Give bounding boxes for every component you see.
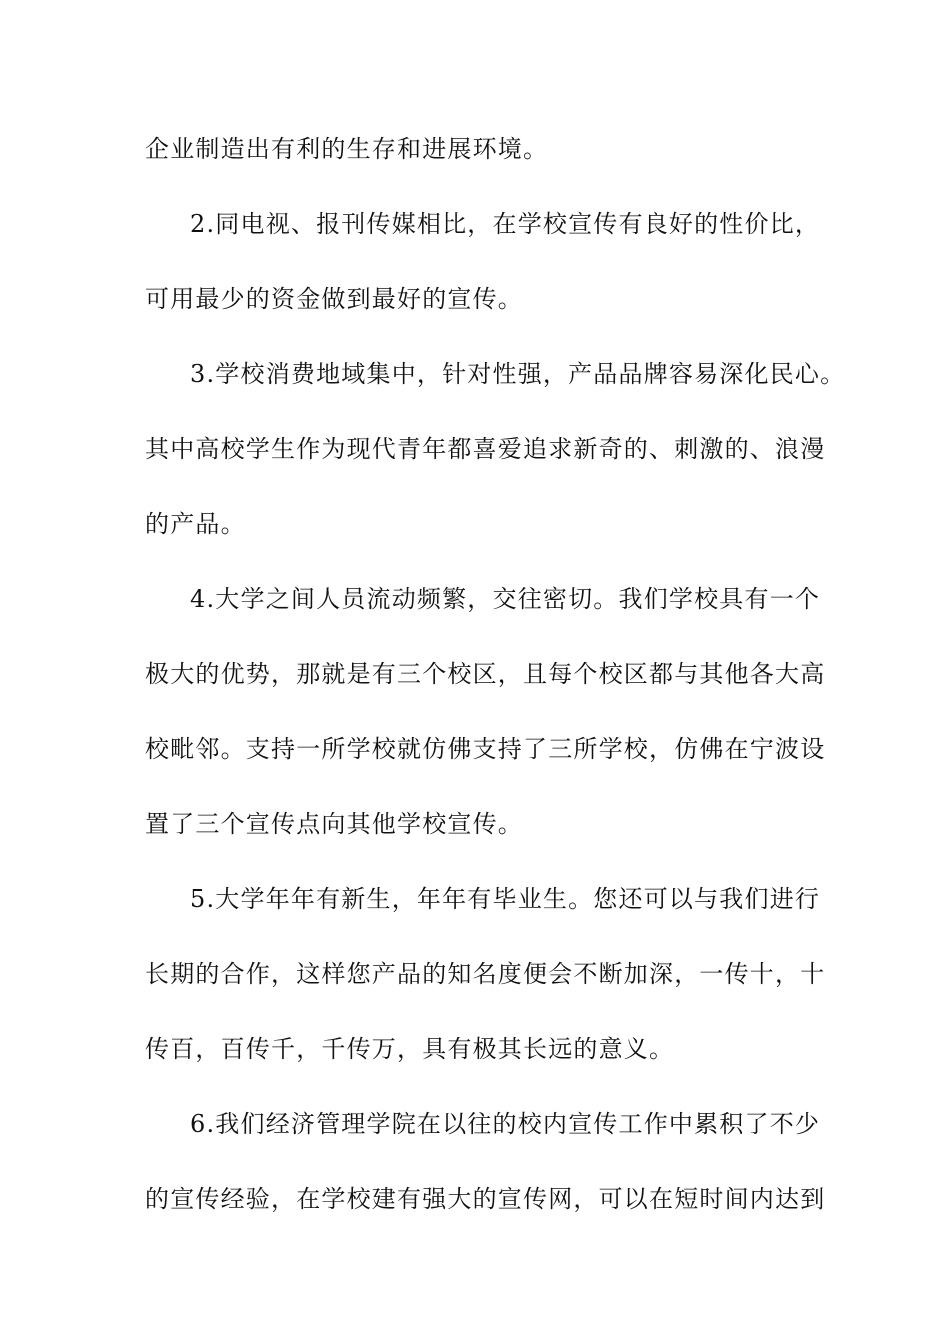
- text-line: 6.我们经济管理学院在以往的校内宣传工作中累积了不少: [190, 1110, 821, 1138]
- text-line: 企业制造出有利的生存和进展环境。: [145, 135, 549, 163]
- text-line: 长期的合作，这样您产品的知名度便会不断加深，一传十，十: [145, 960, 826, 988]
- text-line: 的产品。: [145, 510, 246, 538]
- text-line: 的宣传经验，在学校建有强大的宣传网，可以在短时间内达到: [145, 1185, 826, 1213]
- text-line: 5.大学年年有新生，年年有毕业生。您还可以与我们进行: [190, 885, 821, 913]
- text-line: 3.学校消费地域集中，针对性强，产品品牌容易深化民心。: [190, 360, 846, 388]
- text-line: 其中高校学生作为现代青年都喜爱追求新奇的、刺激的、浪漫: [145, 435, 826, 463]
- text-line: 2.同电视、报刊传媒相比，在学校宣传有良好的性价比，: [190, 210, 821, 238]
- text-line: 极大的优势，那就是有三个校区，且每个校区都与其他各大高: [145, 660, 826, 688]
- text-line: 传百，百传千，千传万，具有极其长远的意义。: [145, 1035, 675, 1063]
- text-line: 校毗邻。支持一所学校就仿佛支持了三所学校，仿佛在宁波设: [145, 735, 826, 763]
- text-line: 可用最少的资金做到最好的宣传。: [145, 285, 523, 313]
- text-line: 置了三个宣传点向其他学校宣传。: [145, 810, 523, 838]
- text-line: 4.大学之间人员流动频繁，交往密切。我们学校具有一个: [190, 585, 821, 613]
